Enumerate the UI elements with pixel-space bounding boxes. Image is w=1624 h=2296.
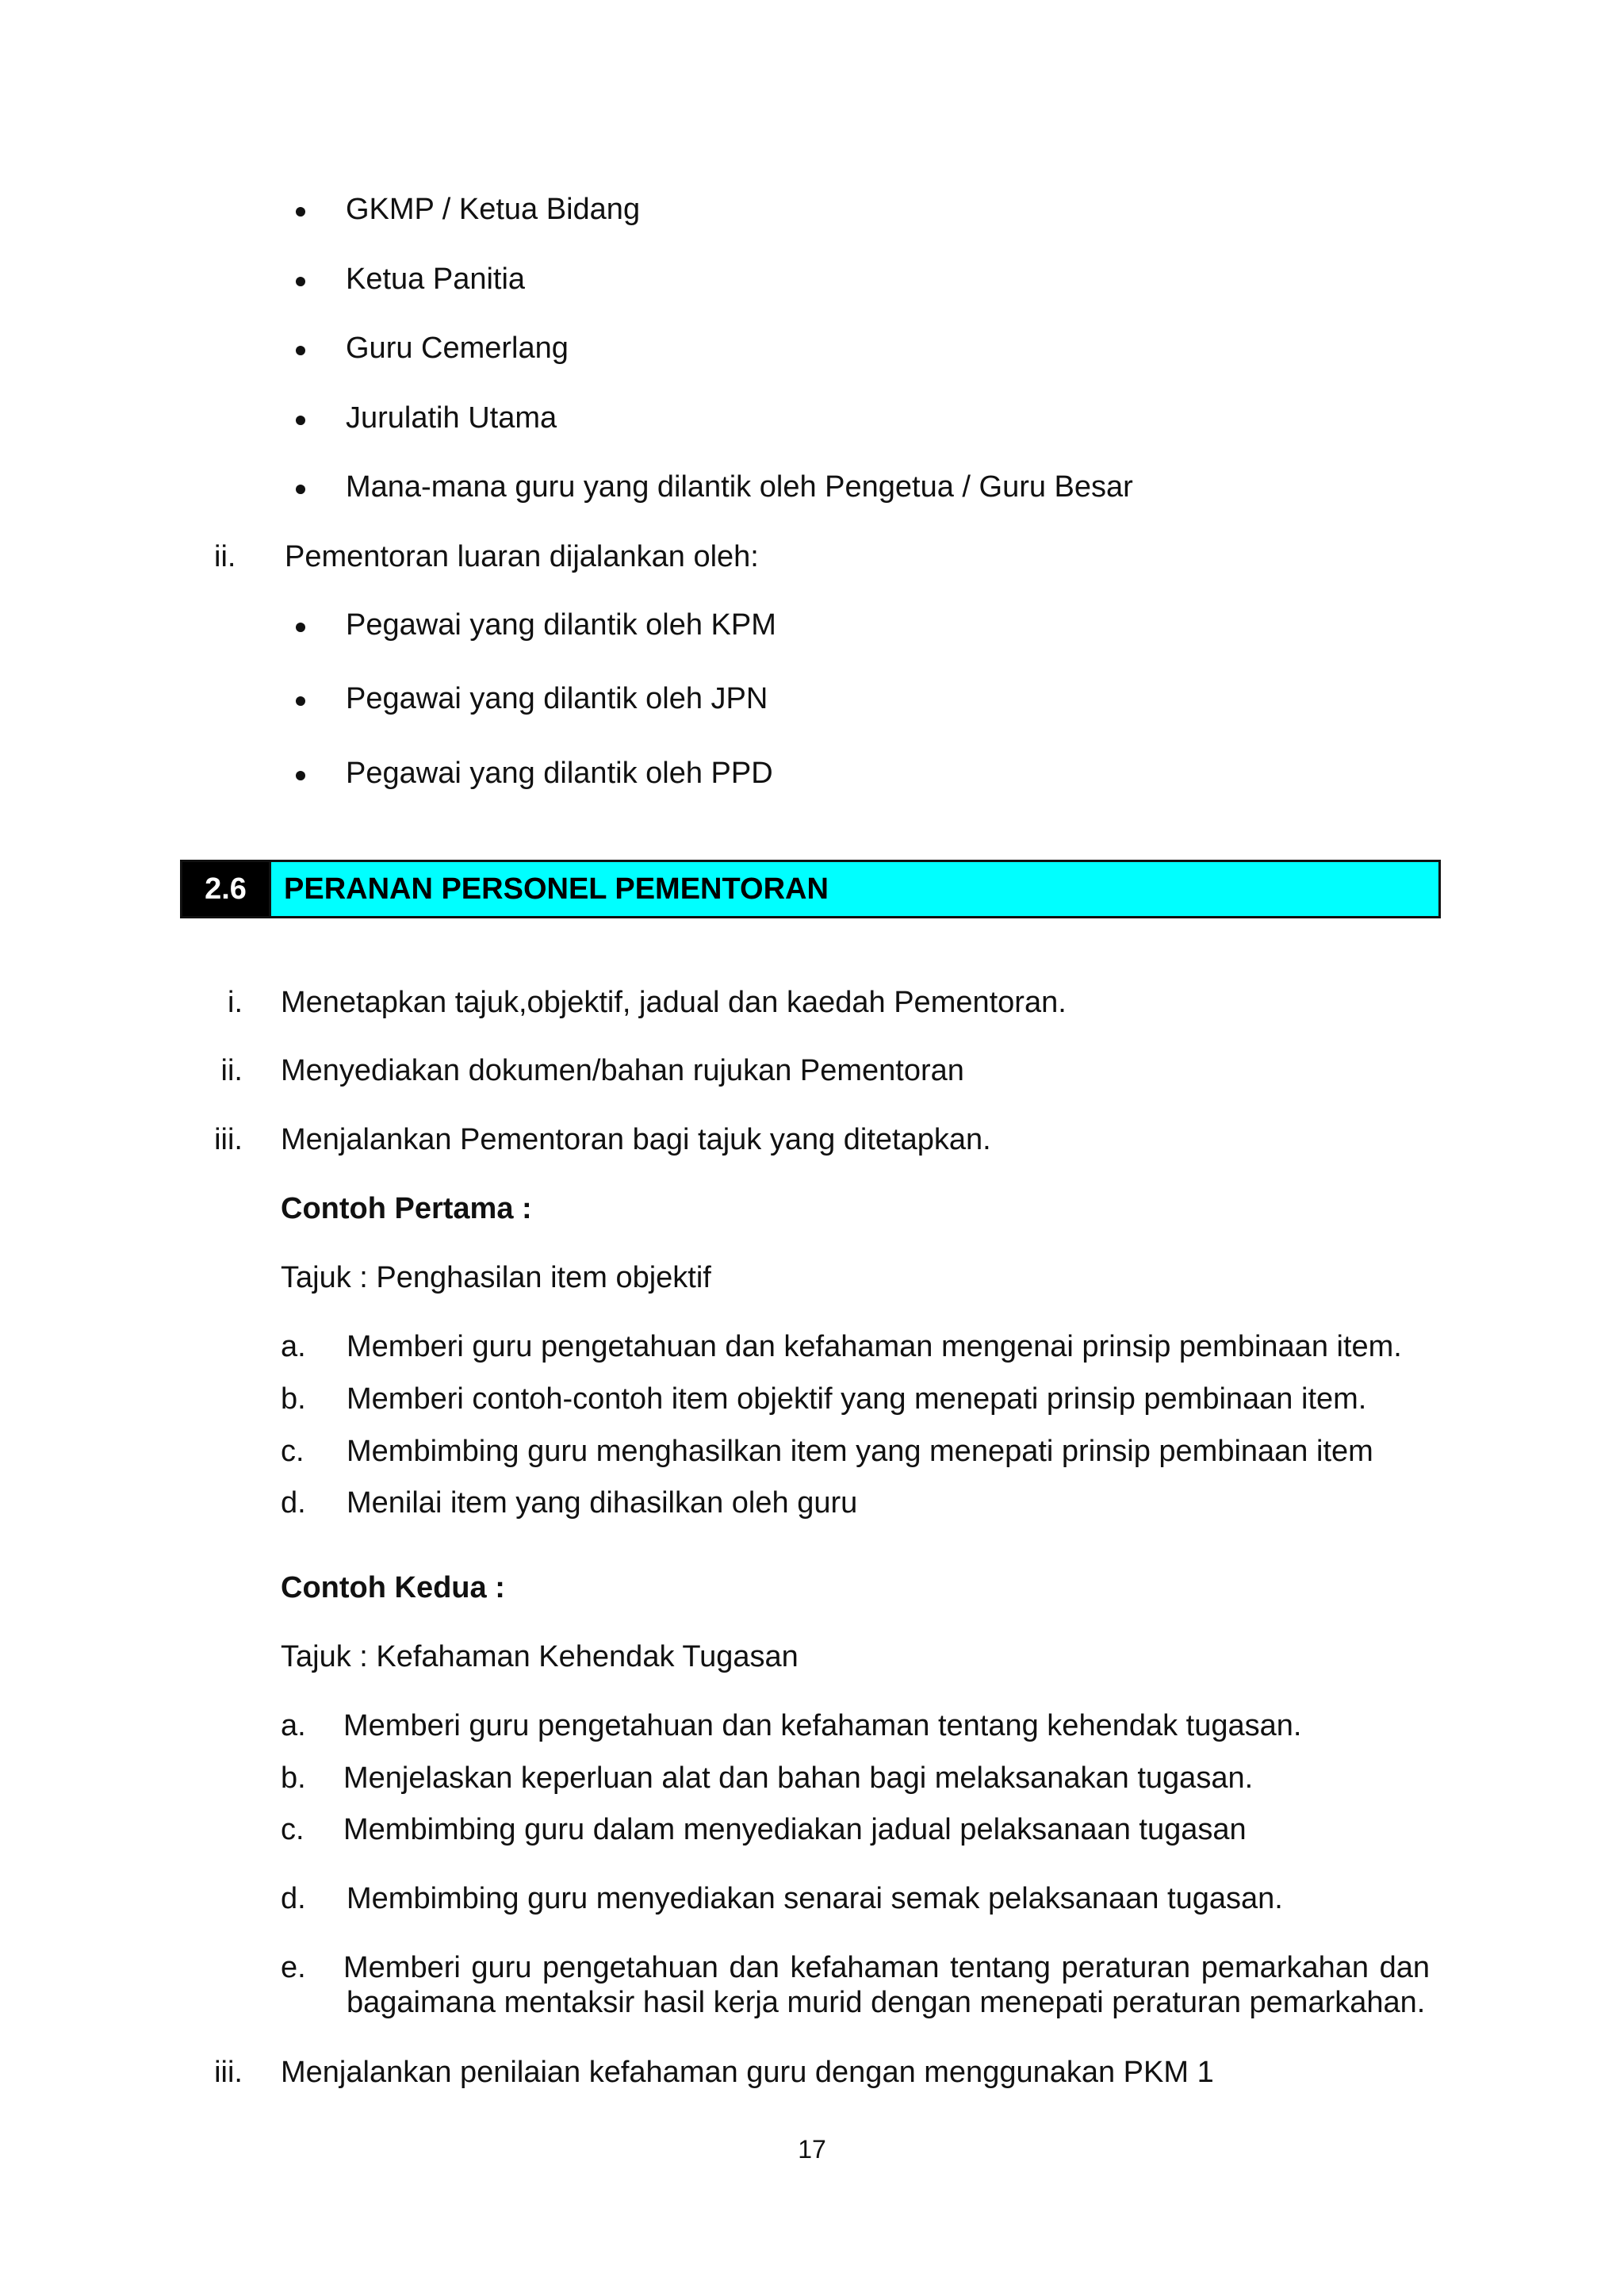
example-topic: Tajuk : Kefahaman Kehendak Tugasan (281, 1640, 799, 1673)
item-letter: b. (281, 1761, 306, 1795)
bullet-dot (296, 485, 305, 494)
list-numeral: i. (228, 986, 243, 1019)
list-item: Pegawai yang dilantik oleh PPD (346, 757, 773, 790)
list-item-text: Pementoran luaran dijalankan oleh: (285, 540, 759, 573)
list-item-text: Menjalankan penilaian kefahaman guru dengan menggunakan PKM 1 (281, 2056, 1214, 2089)
example-heading: Contoh Pertama : (281, 1192, 532, 1225)
item-text: Memberi guru pengetahuan dan kefahaman tentang peraturan pemarkahan dan (343, 1951, 1430, 1984)
bullet-dot (296, 623, 305, 632)
item-text: Membimbing guru menghasilkan item yang menepati prinsip pembinaan item (347, 1435, 1373, 1468)
bullet-dot (296, 696, 305, 706)
item-letter: a. (281, 1709, 306, 1742)
list-item: Guru Cemerlang (346, 332, 569, 365)
item-text: Membimbing guru menyediakan senarai semak pelaksanaan tugasan. (347, 1882, 1283, 1915)
item-text: Memberi contoh-contoh item objektif yang menepati prinsip pembinaan item. (347, 1382, 1367, 1416)
list-item: Pegawai yang dilantik oleh JPN (346, 682, 768, 715)
item-letter: b. (281, 1382, 306, 1416)
list-item: Pegawai yang dilantik oleh KPM (346, 608, 776, 642)
bullet-dot (296, 771, 305, 780)
section-heading (180, 860, 1441, 918)
item-text: Menjelaskan keperluan alat dan bahan bagi melaksanakan tugasan. (343, 1761, 1254, 1795)
page-number: 17 (798, 2135, 826, 2164)
item-letter: e. (281, 1951, 306, 1984)
item-text-continued: bagaimana mentaksir hasil kerja murid dengan menepati peraturan pemarkahan. (347, 1986, 1426, 2019)
item-text: Menilai item yang dihasilkan oleh guru (347, 1486, 858, 1520)
list-item-text: Menjalankan Pementoran bagi tajuk yang ditetapkan. (281, 1123, 991, 1156)
list-numeral: iii. (214, 2056, 243, 2089)
list-item: GKMP / Ketua Bidang (346, 193, 641, 226)
example-topic: Tajuk : Penghasilan item objektif (281, 1261, 711, 1294)
item-letter: c. (281, 1813, 304, 1846)
item-text: Membimbing guru dalam menyediakan jadual pelaksanaan tugasan (343, 1813, 1247, 1846)
item-text: Memberi guru pengetahuan dan kefahaman mengenai prinsip pembinaan item. (347, 1330, 1402, 1363)
bullet-dot (296, 416, 305, 425)
bullet-dot (296, 207, 305, 217)
list-item-text: Menyediakan dokumen/bahan rujukan Pementoran (281, 1054, 964, 1087)
item-letter: c. (281, 1435, 304, 1468)
list-numeral: iii. (214, 1123, 243, 1156)
list-numeral: ii. (220, 1054, 243, 1087)
item-letter: d. (281, 1486, 306, 1520)
list-item: Jurulatih Utama (346, 401, 557, 435)
item-letter: d. (281, 1882, 306, 1915)
example-heading: Contoh Kedua : (281, 1571, 505, 1604)
section-number: 2.6 (182, 862, 271, 916)
bullet-dot (296, 277, 305, 286)
list-numeral: ii. (214, 540, 236, 573)
list-item: Ketua Panitia (346, 263, 526, 296)
item-text: Memberi guru pengetahuan dan kefahaman tentang kehendak tugasan. (343, 1709, 1302, 1742)
item-letter: a. (281, 1330, 306, 1363)
list-item: Mana-mana guru yang dilantik oleh Pengetua / Guru Besar (346, 470, 1133, 504)
list-item-text: Menetapkan tajuk,objektif, jadual dan kaedah Pementoran. (281, 986, 1067, 1019)
bullet-dot (296, 346, 305, 355)
section-title: PERANAN PERSONEL PEMENTORAN (271, 862, 1438, 916)
